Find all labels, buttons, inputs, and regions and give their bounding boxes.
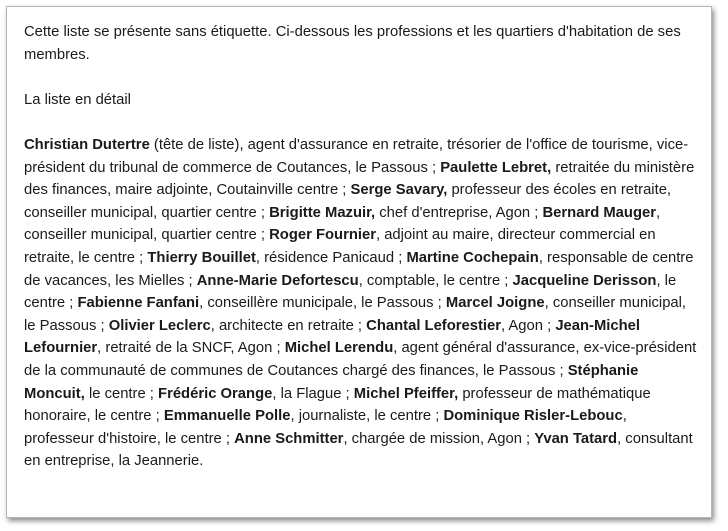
member-name: Bernard Mauger	[542, 204, 656, 221]
member-description: , comptable, le centre ;	[358, 272, 513, 289]
member-description: , conseillère municipale, le Passous ;	[199, 295, 446, 312]
member-description: , agent général d'assurance, ex-vice-président de la communauté de communes de Coutances chargé des finances, le Passous ;	[24, 340, 697, 379]
member-description: professeur des écoles en retraite, conseiller municipal, quartier centre ;	[24, 182, 672, 221]
member-name: Jacqueline Derisson	[512, 272, 657, 289]
member-description: , responsable de centre de vacances, les Mielles ;	[24, 249, 694, 289]
section-heading: La liste en détail	[24, 91, 131, 108]
member-name: Michel Pfeiffer,	[353, 385, 459, 402]
member-name: Michel Lerendu	[284, 340, 394, 357]
member-name: Olivier Leclerc	[108, 317, 211, 334]
member-description: professeur de mathématique honoraire, le centre ;	[24, 385, 651, 425]
member-name: Yvan Tatard	[534, 430, 618, 447]
member-description: , conseiller municipal, quartier centre ;	[24, 204, 661, 244]
member-description: , retraité de la SNCF, Agon ;	[97, 340, 285, 357]
member-list-paragraph	[24, 134, 697, 473]
member-name: Emmanuelle Polle	[163, 408, 291, 425]
member-name: Thierry Bouillet	[147, 249, 256, 266]
member-name: Fabienne Fanfani	[77, 295, 200, 312]
member-name: Jean-Michel Lefournier	[24, 317, 641, 357]
member-name: Anne Schmitter	[234, 430, 344, 447]
member-description: , architecte en retraite ;	[210, 317, 367, 334]
member-description: , chargée de mission, Agon ;	[343, 430, 535, 447]
member-name: Roger Fournier	[269, 227, 376, 244]
member-description: , adjoint au maire, directeur commercial en retraite, le centre ;	[24, 227, 656, 266]
article-panel	[6, 6, 712, 518]
intro-paragraph: Cette liste se présente sans étiquette. Ci-dessous les professions et les quartiers d'habitation de ses membres.	[24, 24, 681, 63]
member-name: Brigitte Mazuir,	[269, 204, 376, 221]
member-name: Marcel Joigne	[445, 295, 545, 312]
member-description: le centre ;	[84, 385, 159, 402]
member-description: , Agon ;	[501, 317, 556, 334]
member-name: Anne-Marie Defortescu	[196, 272, 359, 289]
member-description: , professeur d'histoire, le centre ;	[24, 408, 627, 447]
member-name: Martine Cochepain	[406, 249, 539, 266]
member-name: Frédéric Orange	[158, 385, 273, 402]
member-name: Paulette Lebret,	[440, 159, 552, 176]
member-description: , résidence Panicaud ;	[255, 249, 407, 266]
member-description: chef d'entreprise, Agon ;	[375, 204, 543, 221]
member-name: Chantal Leforestier	[366, 317, 502, 334]
member-description: , la Flague ;	[272, 385, 354, 402]
member-description: , consultant en entreprise, la Jeannerie.	[24, 430, 693, 470]
member-name: Stéphanie Moncuit,	[24, 362, 639, 402]
member-name: Serge Savary,	[350, 182, 448, 199]
member-name: Dominique Risler-Lebouc	[443, 408, 623, 425]
member-description: retraitée du ministère des finances, maire adjointe, Coutainville centre ;	[24, 159, 695, 199]
member-description: , journaliste, le centre ;	[290, 408, 444, 425]
member-description: , le centre ;	[24, 272, 677, 312]
member-name: Christian Dutertre	[24, 136, 150, 153]
member-description: (tête de liste), agent d'assurance en retraite, trésorier de l'office de tourisme, vice-président du tribunal de commerce de Coutances, le Passous ;	[24, 136, 689, 176]
member-description: , conseiller municipal, le Passous ;	[24, 295, 687, 334]
